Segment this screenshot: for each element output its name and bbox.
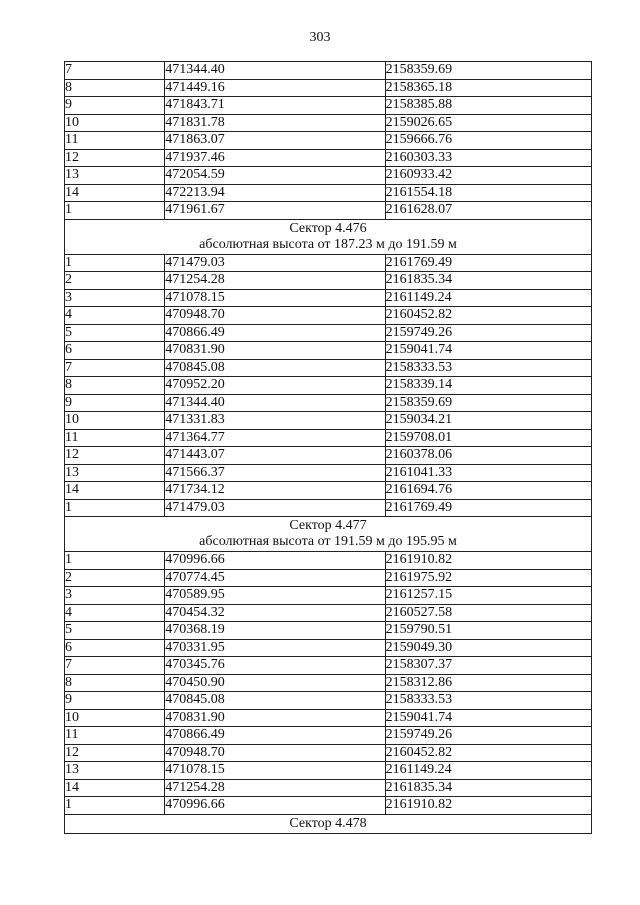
x-coordinate-cell: 470952.20 <box>165 377 385 395</box>
y-coordinate-cell: 2161041.33 <box>385 464 591 482</box>
table-row <box>65 79 592 97</box>
x-coordinate-cell: 470831.90 <box>165 342 385 360</box>
x-coordinate-cell: 471254.28 <box>165 272 385 290</box>
y-coordinate-cell: 2160452.82 <box>385 744 591 762</box>
table-row <box>65 552 592 570</box>
y-coordinate-cell: 2161910.82 <box>385 797 591 815</box>
y-coordinate-cell: 2160452.82 <box>385 307 591 325</box>
table-row <box>65 394 592 412</box>
sector-header-row <box>65 219 592 254</box>
table-row <box>65 324 592 342</box>
table-row <box>65 62 592 80</box>
y-coordinate-cell: 2161628.07 <box>385 202 591 220</box>
x-coordinate-cell: 471254.28 <box>165 779 385 797</box>
y-coordinate-cell: 2160378.06 <box>385 447 591 465</box>
sector-header-cell <box>65 517 592 552</box>
table-row <box>65 167 592 185</box>
table-row <box>65 342 592 360</box>
y-coordinate-cell: 2161910.82 <box>385 552 591 570</box>
table-row <box>65 622 592 640</box>
table-row <box>65 114 592 132</box>
x-coordinate-cell: 472213.94 <box>165 184 385 202</box>
point-number-cell: 11 <box>65 429 165 447</box>
y-coordinate-cell: 2160527.58 <box>385 604 591 622</box>
table-row <box>65 744 592 762</box>
y-coordinate-cell: 2158333.53 <box>385 692 591 710</box>
point-number-cell: 9 <box>65 394 165 412</box>
table-row <box>65 429 592 447</box>
coordinates-table-body <box>65 62 592 834</box>
table-row <box>65 307 592 325</box>
point-number-cell: 9 <box>65 97 165 115</box>
table-row <box>65 412 592 430</box>
x-coordinate-cell: 470831.90 <box>165 709 385 727</box>
point-number-cell: 4 <box>65 307 165 325</box>
point-number-cell: 12 <box>65 744 165 762</box>
point-number-cell: 5 <box>65 622 165 640</box>
point-number-cell: 13 <box>65 464 165 482</box>
table-row <box>65 132 592 150</box>
table-row <box>65 762 592 780</box>
table-row <box>65 289 592 307</box>
x-coordinate-cell: 471443.07 <box>165 447 385 465</box>
table-row <box>65 604 592 622</box>
point-number-cell: 10 <box>65 114 165 132</box>
x-coordinate-cell: 472054.59 <box>165 167 385 185</box>
point-number-cell: 1 <box>65 797 165 815</box>
sector-title: Сектор 4.478 <box>289 815 367 831</box>
table-row <box>65 149 592 167</box>
x-coordinate-cell: 471078.15 <box>165 762 385 780</box>
y-coordinate-cell: 2158333.53 <box>385 359 591 377</box>
y-coordinate-cell: 2159049.30 <box>385 639 591 657</box>
table-row <box>65 359 592 377</box>
sector-altitude: абсолютная высота от 191.59 м до 195.95 м <box>199 534 457 549</box>
y-coordinate-cell: 2158307.37 <box>385 657 591 675</box>
table-row <box>65 692 592 710</box>
point-number-cell: 2 <box>65 569 165 587</box>
table-row <box>65 569 592 587</box>
point-number-cell: 14 <box>65 184 165 202</box>
point-number-cell: 12 <box>65 447 165 465</box>
table-row <box>65 779 592 797</box>
y-coordinate-cell: 2159034.21 <box>385 412 591 430</box>
table-row <box>65 639 592 657</box>
y-coordinate-cell: 2160933.42 <box>385 167 591 185</box>
table-row <box>65 464 592 482</box>
y-coordinate-cell: 2161835.34 <box>385 779 591 797</box>
y-coordinate-cell: 2158385.88 <box>385 97 591 115</box>
point-number-cell: 4 <box>65 604 165 622</box>
point-number-cell: 10 <box>65 709 165 727</box>
x-coordinate-cell: 470866.49 <box>165 324 385 342</box>
y-coordinate-cell: 2159708.01 <box>385 429 591 447</box>
x-coordinate-cell: 471449.16 <box>165 79 385 97</box>
y-coordinate-cell: 2158339.14 <box>385 377 591 395</box>
table-row <box>65 272 592 290</box>
y-coordinate-cell: 2159790.51 <box>385 622 591 640</box>
x-coordinate-cell: 470454.32 <box>165 604 385 622</box>
y-coordinate-cell: 2158359.69 <box>385 62 591 80</box>
point-number-cell: 9 <box>65 692 165 710</box>
point-number-cell: 8 <box>65 674 165 692</box>
point-number-cell: 5 <box>65 324 165 342</box>
point-number-cell: 1 <box>65 552 165 570</box>
point-number-cell: 10 <box>65 412 165 430</box>
x-coordinate-cell: 471078.15 <box>165 289 385 307</box>
table-row <box>65 377 592 395</box>
sector-title: Сектор 4.476 <box>289 220 367 236</box>
point-number-cell: 1 <box>65 254 165 272</box>
page-number: 303 <box>309 30 331 45</box>
table-row <box>65 254 592 272</box>
sector-header-cell <box>65 814 592 834</box>
table-row <box>65 727 592 745</box>
y-coordinate-cell: 2161149.24 <box>385 289 591 307</box>
x-coordinate-cell: 471937.46 <box>165 149 385 167</box>
y-coordinate-cell: 2161769.49 <box>385 254 591 272</box>
x-coordinate-cell: 471479.03 <box>165 499 385 517</box>
table-row <box>65 97 592 115</box>
x-coordinate-cell: 470996.66 <box>165 552 385 570</box>
x-coordinate-cell: 470345.76 <box>165 657 385 675</box>
x-coordinate-cell: 470845.08 <box>165 359 385 377</box>
x-coordinate-cell: 471566.37 <box>165 464 385 482</box>
point-number-cell: 7 <box>65 657 165 675</box>
sector-title: Сектор 4.477 <box>289 518 367 533</box>
y-coordinate-cell: 2158359.69 <box>385 394 591 412</box>
sector-altitude: абсолютная высота от 187.23 м до 191.59 м <box>199 236 457 252</box>
point-number-cell: 11 <box>65 727 165 745</box>
table-row <box>65 587 592 605</box>
sector-header-row <box>65 517 592 552</box>
x-coordinate-cell: 471364.77 <box>165 429 385 447</box>
y-coordinate-cell: 2161257.15 <box>385 587 591 605</box>
x-coordinate-cell: 471734.12 <box>165 482 385 500</box>
point-number-cell: 2 <box>65 272 165 290</box>
x-coordinate-cell: 471344.40 <box>165 62 385 80</box>
point-number-cell: 3 <box>65 587 165 605</box>
x-coordinate-cell: 471344.40 <box>165 394 385 412</box>
y-coordinate-cell: 2159749.26 <box>385 324 591 342</box>
y-coordinate-cell: 2158365.18 <box>385 79 591 97</box>
sector-header-row <box>65 814 592 834</box>
point-number-cell: 6 <box>65 342 165 360</box>
point-number-cell: 7 <box>65 62 165 80</box>
y-coordinate-cell: 2161554.18 <box>385 184 591 202</box>
x-coordinate-cell: 470450.90 <box>165 674 385 692</box>
x-coordinate-cell: 470331.95 <box>165 639 385 657</box>
point-number-cell: 14 <box>65 482 165 500</box>
table-row <box>65 657 592 675</box>
point-number-cell: 3 <box>65 289 165 307</box>
x-coordinate-cell: 470774.45 <box>165 569 385 587</box>
y-coordinate-cell: 2161835.34 <box>385 272 591 290</box>
y-coordinate-cell: 2158312.86 <box>385 674 591 692</box>
point-number-cell: 7 <box>65 359 165 377</box>
table-row <box>65 482 592 500</box>
x-coordinate-cell: 470866.49 <box>165 727 385 745</box>
y-coordinate-cell: 2159041.74 <box>385 342 591 360</box>
point-number-cell: 6 <box>65 639 165 657</box>
point-number-cell: 1 <box>65 499 165 517</box>
sector-header-cell <box>65 219 592 254</box>
x-coordinate-cell: 471831.78 <box>165 114 385 132</box>
table-row <box>65 709 592 727</box>
x-coordinate-cell: 470845.08 <box>165 692 385 710</box>
x-coordinate-cell: 470589.95 <box>165 587 385 605</box>
x-coordinate-cell: 470948.70 <box>165 307 385 325</box>
x-coordinate-cell: 471863.07 <box>165 132 385 150</box>
point-number-cell: 11 <box>65 132 165 150</box>
y-coordinate-cell: 2159749.26 <box>385 727 591 745</box>
point-number-cell: 8 <box>65 377 165 395</box>
x-coordinate-cell: 470948.70 <box>165 744 385 762</box>
point-number-cell: 13 <box>65 167 165 185</box>
x-coordinate-cell: 471479.03 <box>165 254 385 272</box>
y-coordinate-cell: 2161769.49 <box>385 499 591 517</box>
table-row <box>65 202 592 220</box>
y-coordinate-cell: 2159041.74 <box>385 709 591 727</box>
table-row <box>65 499 592 517</box>
table-row <box>65 447 592 465</box>
point-number-cell: 8 <box>65 79 165 97</box>
x-coordinate-cell: 471331.83 <box>165 412 385 430</box>
x-coordinate-cell: 471961.67 <box>165 202 385 220</box>
point-number-cell: 14 <box>65 779 165 797</box>
x-coordinate-cell: 470368.19 <box>165 622 385 640</box>
y-coordinate-cell: 2161975.92 <box>385 569 591 587</box>
x-coordinate-cell: 471843.71 <box>165 97 385 115</box>
point-number-cell: 1 <box>65 202 165 220</box>
table-row <box>65 797 592 815</box>
y-coordinate-cell: 2159026.65 <box>385 114 591 132</box>
point-number-cell: 13 <box>65 762 165 780</box>
y-coordinate-cell: 2161694.76 <box>385 482 591 500</box>
table-row <box>65 674 592 692</box>
y-coordinate-cell: 2161149.24 <box>385 762 591 780</box>
y-coordinate-cell: 2159666.76 <box>385 132 591 150</box>
table-row <box>65 184 592 202</box>
point-number-cell: 12 <box>65 149 165 167</box>
x-coordinate-cell: 470996.66 <box>165 797 385 815</box>
coordinates-table <box>64 61 592 834</box>
y-coordinate-cell: 2160303.33 <box>385 149 591 167</box>
